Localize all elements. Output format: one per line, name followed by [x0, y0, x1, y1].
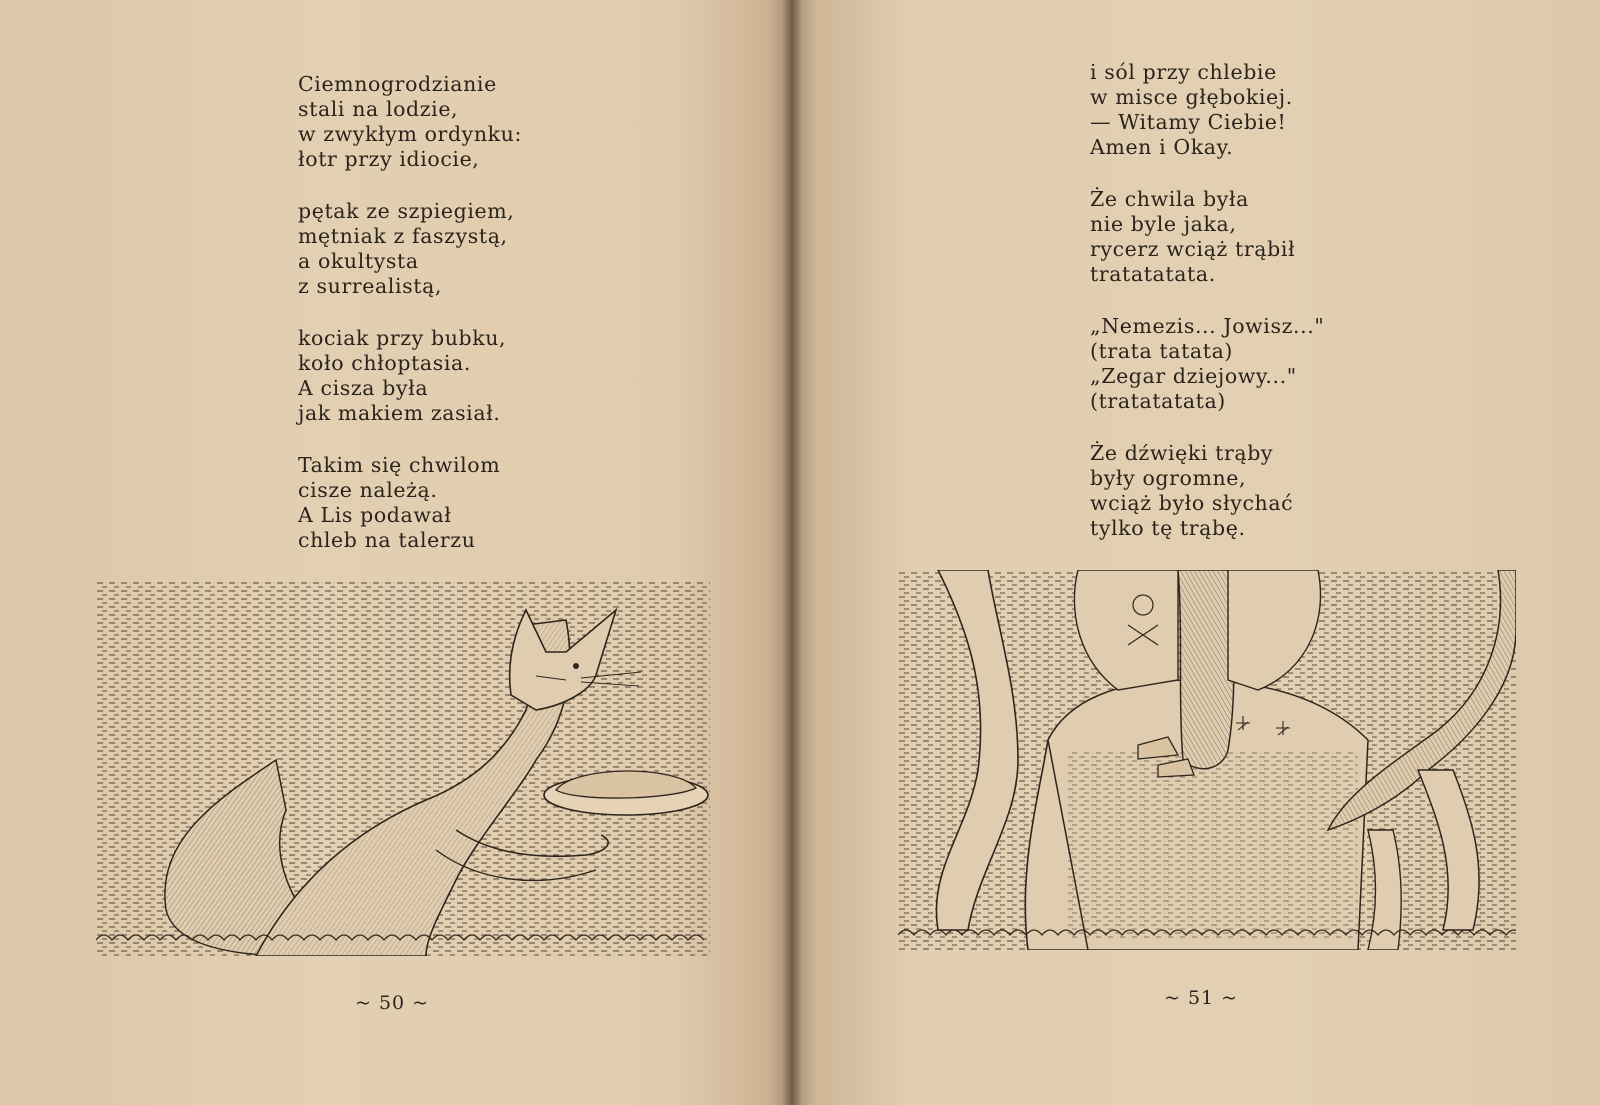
poem-line: kociak przy bubku, — [298, 326, 507, 350]
poem-line: (tratatatata) — [1090, 389, 1226, 413]
poem-line: koło chłoptasia. — [298, 351, 471, 375]
poem-line: „Zegar dziejowy..." — [1090, 364, 1297, 388]
poem-line: Ciemnogrodzianie — [298, 72, 497, 96]
poem-line: — Witamy Ciebie! — [1090, 110, 1287, 134]
poem-line: Takim się chwilom — [298, 453, 501, 477]
poem-line: w zwykłym ordynku: — [298, 122, 522, 146]
poem-line: jak makiem zasiał. — [298, 401, 501, 425]
poem-line: A cisza była — [298, 376, 429, 400]
poem-line: wciąż było słychać — [1090, 491, 1294, 515]
knight-and-fox-illustration — [898, 570, 1516, 950]
poem-line: w misce głębokiej. — [1090, 85, 1293, 109]
book-gutter — [782, 0, 802, 1105]
page-number: ~ 50 ~ — [355, 992, 430, 1014]
stanza — [298, 199, 522, 299]
stanza — [1090, 187, 1324, 287]
poem-line: tylko tę trąbę. — [1090, 516, 1246, 540]
poem-line: i sól przy chlebie — [1090, 60, 1277, 84]
poem-line: stali na lodzie, — [298, 97, 459, 121]
poem-line: Że chwila była — [1090, 187, 1249, 211]
left-poem — [298, 72, 522, 580]
poem-line: tratatatata. — [1090, 262, 1216, 286]
fox-with-bread-illustration — [96, 580, 710, 956]
stanza — [298, 72, 522, 172]
stanza — [298, 453, 522, 553]
right-poem — [1090, 60, 1324, 568]
right-page — [792, 0, 1600, 1105]
poem-line: nie byle jaka, — [1090, 212, 1237, 236]
poem-line: (trata tatata) — [1090, 339, 1234, 363]
poem-line: z surrealistą, — [298, 274, 443, 298]
poem-line: „Nemezis... Jowisz..." — [1090, 314, 1325, 338]
poem-line: A Lis podawał — [298, 503, 452, 527]
poem-line: były ogromne, — [1090, 466, 1247, 490]
stanza — [1090, 441, 1324, 541]
stanza — [1090, 60, 1324, 160]
poem-line: Że dźwięki trąby — [1090, 441, 1274, 465]
page-number: ~ 51 ~ — [1164, 987, 1239, 1009]
poem-line: a okultysta — [298, 249, 419, 273]
poem-line: chleb na talerzu — [298, 528, 476, 552]
stanza — [1090, 314, 1324, 414]
poem-line: Amen i Okay. — [1090, 135, 1234, 159]
poem-line: cisze należą. — [298, 478, 438, 502]
stanza — [298, 326, 522, 426]
poem-line: mętniak z faszystą, — [298, 224, 508, 248]
poem-line: rycerz wciąż trąbił — [1090, 237, 1296, 261]
left-page — [0, 0, 792, 1105]
poem-line: pętak ze szpiegiem, — [298, 199, 515, 223]
poem-line: łotr przy idiocie, — [298, 147, 480, 171]
